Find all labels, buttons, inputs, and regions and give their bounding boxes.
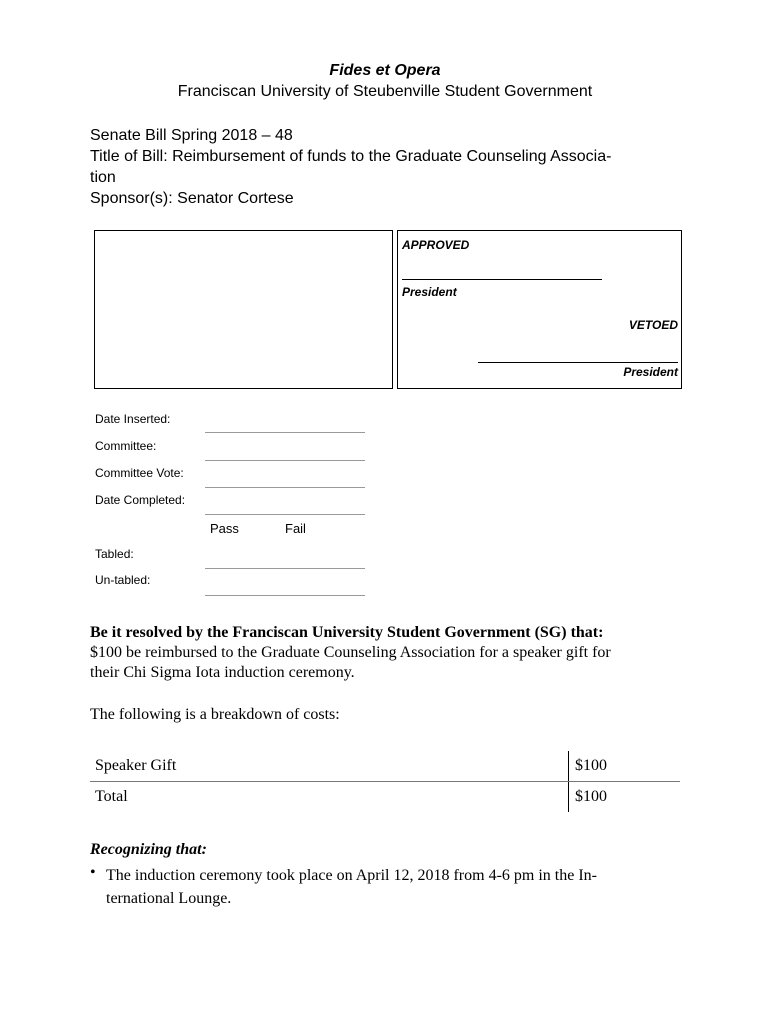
recognizing-heading: Recognizing that: xyxy=(90,841,207,858)
date-completed-label: Date Completed: xyxy=(95,493,186,507)
untabled-line xyxy=(205,595,365,596)
motto: Fides et Opera xyxy=(329,62,441,79)
bill-meta xyxy=(90,125,680,209)
cost-amount: $100 xyxy=(569,782,681,813)
cost-item: Speaker Gift xyxy=(90,751,569,782)
tabled-line xyxy=(205,568,365,569)
committee-label: Committee: xyxy=(95,439,157,453)
bill-title-line-2: tion xyxy=(90,169,116,186)
cost-amount: $100 xyxy=(569,751,681,782)
approval-box xyxy=(397,230,682,389)
fail-label: Fail xyxy=(285,521,306,536)
approved-signature-line xyxy=(402,279,602,280)
resolution-lead: Be it resolved by the Franciscan University Student Government (SG) that: xyxy=(90,624,604,641)
resolution-block xyxy=(90,623,690,683)
bill-title-line-1: Title of Bill: Reimbursement of funds to the Graduate Counseling Associa- xyxy=(90,148,612,165)
recognizing-point-line-2: ternational Lounge. xyxy=(106,890,232,907)
vetoed-label: VETOED xyxy=(628,318,678,332)
vetoed-signature-line xyxy=(478,362,678,363)
cost-table xyxy=(90,751,680,812)
president-label-approved: President xyxy=(402,285,457,299)
pass-label: Pass xyxy=(210,521,239,536)
president-label-vetoed: President xyxy=(623,365,678,379)
organization-name: Franciscan University of Steubenville Student Government xyxy=(177,83,593,100)
date-inserted-label: Date Inserted: xyxy=(95,412,171,426)
bill-number: Senate Bill Spring 2018 – 48 xyxy=(90,127,293,144)
table-row xyxy=(90,782,680,813)
resolution-line-1: $100 be reimbursed to the Graduate Counseling Association for a speaker gift for xyxy=(90,644,611,661)
recognizing-point-line-1: The induction ceremony took place on April 12, 2018 from 4-6 pm in the In- xyxy=(106,867,597,884)
approved-label: APPROVED xyxy=(402,238,470,252)
breakdown-intro: The following is a breakdown of costs: xyxy=(90,706,340,723)
committee-vote-label: Committee Vote: xyxy=(95,466,184,480)
bullet-icon: • xyxy=(90,864,96,881)
committee-line xyxy=(205,460,365,461)
resolution-line-2: their Chi Sigma Iota induction ceremony. xyxy=(90,664,355,681)
date-completed-line xyxy=(205,514,365,515)
tabled-label: Tabled: xyxy=(95,547,134,561)
table-row xyxy=(90,751,680,782)
date-inserted-line xyxy=(205,432,365,433)
untabled-label: Un-tabled: xyxy=(95,573,151,587)
committee-vote-line xyxy=(205,487,365,488)
recognizing-point xyxy=(106,864,666,910)
blank-stamp-box xyxy=(94,230,393,389)
cost-item: Total xyxy=(95,788,128,805)
bill-sponsor: Sponsor(s): Senator Cortese xyxy=(90,190,294,207)
